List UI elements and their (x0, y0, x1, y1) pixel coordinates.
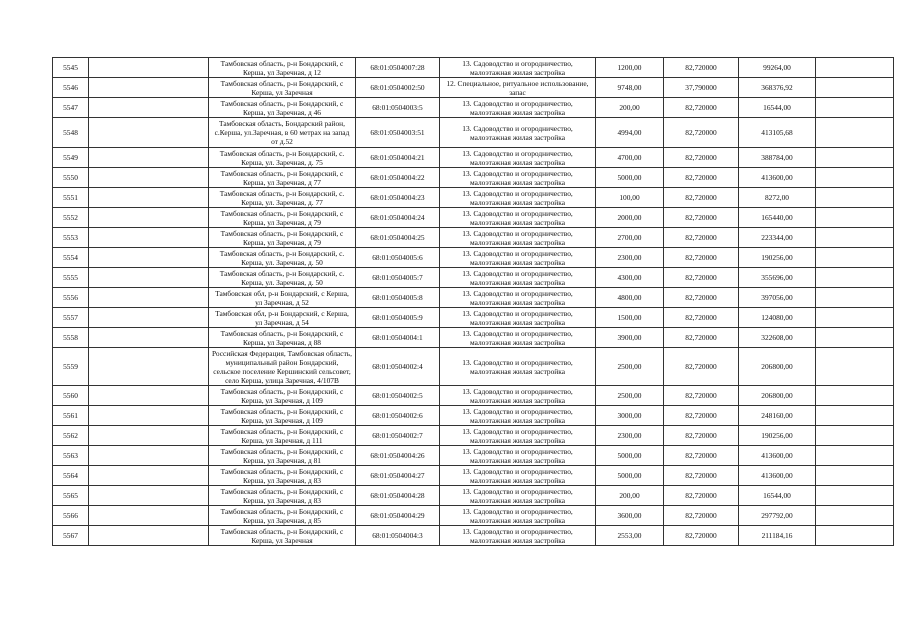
land-use-cell: 13. Садоводство и огородничество, малоэтажная жилая застройка (440, 118, 596, 148)
blank-cell (816, 98, 894, 118)
land-use-cell: 13. Садоводство и огородничество, малоэтажная жилая застройка (440, 328, 596, 348)
row-number: 5549 (53, 148, 89, 168)
row-number: 5546 (53, 78, 89, 98)
table-row (53, 406, 894, 426)
table-row (53, 288, 894, 308)
area-cell: 200,00 (596, 98, 664, 118)
row-number: 5564 (53, 466, 89, 486)
table-row (53, 148, 894, 168)
blank-cell (816, 486, 894, 506)
value-cell: 8272,00 (739, 188, 816, 208)
blank-cell (816, 386, 894, 406)
address-cell: Тамбовская область, р-н Бондарский, с Керша, ул Заречная, д 83 (209, 466, 356, 486)
address-cell: Тамбовская область, р-н Бондарский, с Керша, ул Заречная, д 109 (209, 386, 356, 406)
rate-cell: 82,720000 (664, 248, 739, 268)
cadastral-number-cell: 68:01:0504003:5 (356, 98, 440, 118)
land-use-cell: 13. Садоводство и огородничество, малоэтажная жилая застройка (440, 58, 596, 78)
address-cell: Тамбовская область, р-н Бондарский, с Керша, ул Заречная, д 12 (209, 58, 356, 78)
row-number: 5565 (53, 486, 89, 506)
blank-cell (89, 348, 209, 386)
table-row (53, 228, 894, 248)
blank-cell (89, 526, 209, 546)
rate-cell: 82,720000 (664, 228, 739, 248)
blank-cell (816, 526, 894, 546)
blank-cell (816, 118, 894, 148)
table-row (53, 118, 894, 148)
area-cell: 2500,00 (596, 386, 664, 406)
area-cell: 3900,00 (596, 328, 664, 348)
rate-cell: 82,720000 (664, 348, 739, 386)
blank-cell (89, 248, 209, 268)
land-use-cell: 13. Садоводство и огородничество, малоэтажная жилая застройка (440, 228, 596, 248)
cadastral-number-cell: 68:01:0504004:27 (356, 466, 440, 486)
value-cell: 413105,68 (739, 118, 816, 148)
blank-cell (89, 148, 209, 168)
cadastral-number-cell: 68:01:0504004:3 (356, 526, 440, 546)
area-cell: 3000,00 (596, 406, 664, 426)
table-row (53, 386, 894, 406)
land-use-cell: 13. Садоводство и огородничество, малоэтажная жилая застройка (440, 208, 596, 228)
land-use-cell: 13. Садоводство и огородничество, малоэтажная жилая застройка (440, 268, 596, 288)
address-cell: Тамбовская область, р-н Бондарский, с Керша, ул Заречная, д 81 (209, 446, 356, 466)
address-cell: Тамбовская область, р-н Бондарский, с Керша, ул Заречная, д 85 (209, 506, 356, 526)
area-cell: 5000,00 (596, 168, 664, 188)
address-cell: Тамбовская область, р-н Бондарский, с. Керша, ул. Заречная, д. 75 (209, 148, 356, 168)
blank-cell (816, 406, 894, 426)
blank-cell (816, 268, 894, 288)
address-cell: Тамбовская область, р-н Бондарский, с. Керша, ул. Заречная, д. 77 (209, 188, 356, 208)
value-cell: 190256,00 (739, 248, 816, 268)
row-number: 5560 (53, 386, 89, 406)
rate-cell: 82,720000 (664, 208, 739, 228)
blank-cell (89, 386, 209, 406)
cadastral-number-cell: 68:01:0504004:29 (356, 506, 440, 526)
table-row (53, 426, 894, 446)
land-use-cell: 13. Садоводство и огородничество, малоэтажная жилая застройка (440, 506, 596, 526)
rate-cell: 82,720000 (664, 406, 739, 426)
land-use-cell: 13. Садоводство и огородничество, малоэтажная жилая застройка (440, 446, 596, 466)
land-use-cell: 13. Садоводство и огородничество, малоэтажная жилая застройка (440, 386, 596, 406)
value-cell: 211184,16 (739, 526, 816, 546)
cadastral-number-cell: 68:01:0504005:7 (356, 268, 440, 288)
value-cell: 322608,00 (739, 328, 816, 348)
blank-cell (89, 288, 209, 308)
blank-cell (89, 118, 209, 148)
area-cell: 9748,00 (596, 78, 664, 98)
land-use-cell: 13. Садоводство и огородничество, малоэтажная жилая застройка (440, 406, 596, 426)
table-row (53, 506, 894, 526)
land-use-cell: 13. Садоводство и огородничество, малоэтажная жилая застройка (440, 486, 596, 506)
value-cell: 16544,00 (739, 486, 816, 506)
land-use-cell: 13. Садоводство и огородничество, малоэтажная жилая застройка (440, 466, 596, 486)
blank-cell (89, 228, 209, 248)
area-cell: 3600,00 (596, 506, 664, 526)
address-cell: Российская Федерация, Тамбовская область, муниципальный район Бондарский, сельское поселение Кершинский сельсовет, село Керша, улица Заречная, 4/107В (209, 348, 356, 386)
table-row (53, 168, 894, 188)
table-row (53, 348, 894, 386)
value-cell: 124080,00 (739, 308, 816, 328)
row-number: 5561 (53, 406, 89, 426)
blank-cell (89, 466, 209, 486)
row-number: 5558 (53, 328, 89, 348)
address-cell: Тамбовская область, р-н Бондарский, с Керша, ул Заречная, д 111 (209, 426, 356, 446)
row-number: 5559 (53, 348, 89, 386)
cadastral-number-cell: 68:01:0504007:28 (356, 58, 440, 78)
area-cell: 200,00 (596, 486, 664, 506)
value-cell: 206800,00 (739, 348, 816, 386)
blank-cell (816, 228, 894, 248)
rate-cell: 82,720000 (664, 506, 739, 526)
rate-cell: 82,720000 (664, 386, 739, 406)
address-cell: Тамбовская область, р-н Бондарский, с. Керша, ул. Заречная, д. 50 (209, 268, 356, 288)
blank-cell (816, 58, 894, 78)
blank-cell (816, 308, 894, 328)
row-number: 5557 (53, 308, 89, 328)
blank-cell (816, 188, 894, 208)
cadastral-number-cell: 68:01:0504002:7 (356, 426, 440, 446)
rate-cell: 82,720000 (664, 148, 739, 168)
rate-cell: 82,720000 (664, 328, 739, 348)
address-cell: Тамбовская область, р-н Бондарский, с Керша, ул Заречная, д 46 (209, 98, 356, 118)
blank-cell (816, 446, 894, 466)
blank-cell (89, 446, 209, 466)
blank-cell (816, 208, 894, 228)
value-cell: 248160,00 (739, 406, 816, 426)
land-use-cell: 13. Садоводство и огородничество, малоэтажная жилая застройка (440, 188, 596, 208)
row-number: 5550 (53, 168, 89, 188)
cadastral-number-cell: 68:01:0504002:50 (356, 78, 440, 98)
land-use-cell: 13. Садоводство и огородничество, малоэтажная жилая застройка (440, 148, 596, 168)
table-row (53, 446, 894, 466)
rate-cell: 82,720000 (664, 426, 739, 446)
cadastral-number-cell: 68:01:0504004:1 (356, 328, 440, 348)
cadastral-number-cell: 68:01:0504002:4 (356, 348, 440, 386)
blank-cell (89, 208, 209, 228)
address-cell: Тамбовская обл, р-н Бондарский, с Керша, ул Заречная, д 52 (209, 288, 356, 308)
cadastral-number-cell: 68:01:0504005:9 (356, 308, 440, 328)
rate-cell: 82,720000 (664, 308, 739, 328)
area-cell: 4700,00 (596, 148, 664, 168)
land-use-cell: 12. Специальное, ритуальное использование, запас (440, 78, 596, 98)
blank-cell (89, 58, 209, 78)
area-cell: 2000,00 (596, 208, 664, 228)
table-row (53, 188, 894, 208)
table-row (53, 78, 894, 98)
value-cell: 388784,00 (739, 148, 816, 168)
area-cell: 100,00 (596, 188, 664, 208)
land-valuation-table (52, 57, 894, 546)
rate-cell: 82,720000 (664, 98, 739, 118)
row-number: 5563 (53, 446, 89, 466)
area-cell: 4300,00 (596, 268, 664, 288)
blank-cell (89, 506, 209, 526)
row-number: 5566 (53, 506, 89, 526)
rate-cell: 82,720000 (664, 268, 739, 288)
rate-cell: 82,720000 (664, 188, 739, 208)
cadastral-number-cell: 68:01:0504005:8 (356, 288, 440, 308)
rate-cell: 37,790000 (664, 78, 739, 98)
land-use-cell: 13. Садоводство и огородничество, малоэтажная жилая застройка (440, 248, 596, 268)
blank-cell (89, 426, 209, 446)
cadastral-number-cell: 68:01:0504004:21 (356, 148, 440, 168)
blank-cell (816, 348, 894, 386)
land-use-cell: 13. Садоводство и огородничество, малоэтажная жилая застройка (440, 308, 596, 328)
area-cell: 4800,00 (596, 288, 664, 308)
cadastral-number-cell: 68:01:0504004:25 (356, 228, 440, 248)
blank-cell (89, 406, 209, 426)
value-cell: 206800,00 (739, 386, 816, 406)
row-number: 5547 (53, 98, 89, 118)
cadastral-number-cell: 68:01:0504004:23 (356, 188, 440, 208)
blank-cell (816, 426, 894, 446)
area-cell: 2300,00 (596, 248, 664, 268)
row-number: 5556 (53, 288, 89, 308)
cadastral-number-cell: 68:01:0504004:28 (356, 486, 440, 506)
value-cell: 16544,00 (739, 98, 816, 118)
address-cell: Тамбовская область, р-н Бондарский, с. Керша, ул. Заречная, д. 50 (209, 248, 356, 268)
land-use-cell: 13. Садоводство и огородничество, малоэтажная жилая застройка (440, 168, 596, 188)
value-cell: 297792,00 (739, 506, 816, 526)
table-row (53, 248, 894, 268)
rate-cell: 82,720000 (664, 526, 739, 546)
blank-cell (89, 308, 209, 328)
blank-cell (89, 98, 209, 118)
area-cell: 2700,00 (596, 228, 664, 248)
table-row (53, 486, 894, 506)
address-cell: Тамбовская область, р-н Бондарский, с Керша, ул Заречная, д 79 (209, 208, 356, 228)
blank-cell (89, 188, 209, 208)
value-cell: 397056,00 (739, 288, 816, 308)
blank-cell (816, 148, 894, 168)
rate-cell: 82,720000 (664, 288, 739, 308)
table-row (53, 208, 894, 228)
row-number: 5545 (53, 58, 89, 78)
address-cell: Тамбовская обл, р-н Бондарский, с Керша, ул Заречная, д 54 (209, 308, 356, 328)
blank-cell (816, 328, 894, 348)
blank-cell (816, 168, 894, 188)
area-cell: 5000,00 (596, 446, 664, 466)
land-use-cell: 13. Садоводство и огородничество, малоэтажная жилая застройка (440, 348, 596, 386)
blank-cell (89, 328, 209, 348)
rate-cell: 82,720000 (664, 168, 739, 188)
address-cell: Тамбовская область, р-н Бондарский, с Керша, ул Заречная (209, 78, 356, 98)
blank-cell (816, 506, 894, 526)
value-cell: 190256,00 (739, 426, 816, 446)
area-cell: 2500,00 (596, 348, 664, 386)
rate-cell: 82,720000 (664, 486, 739, 506)
address-cell: Тамбовская область, Бондарский район, с.Керша, ул.Заречная, в 60 метрах на запад от д.52 (209, 118, 356, 148)
rate-cell: 82,720000 (664, 466, 739, 486)
row-number: 5562 (53, 426, 89, 446)
blank-cell (89, 168, 209, 188)
cadastral-number-cell: 68:01:0504004:22 (356, 168, 440, 188)
area-cell: 2300,00 (596, 426, 664, 446)
area-cell: 5000,00 (596, 466, 664, 486)
cadastral-number-cell: 68:01:0504002:6 (356, 406, 440, 426)
value-cell: 355696,00 (739, 268, 816, 288)
value-cell: 413600,00 (739, 466, 816, 486)
table-row (53, 466, 894, 486)
blank-cell (816, 78, 894, 98)
table-row (53, 268, 894, 288)
value-cell: 223344,00 (739, 228, 816, 248)
row-number: 5554 (53, 248, 89, 268)
area-cell: 4994,00 (596, 118, 664, 148)
blank-cell (816, 288, 894, 308)
table-row (53, 526, 894, 546)
table-row (53, 308, 894, 328)
cadastral-number-cell: 68:01:0504004:24 (356, 208, 440, 228)
land-use-cell: 13. Садоводство и огородничество, малоэтажная жилая застройка (440, 526, 596, 546)
rate-cell: 82,720000 (664, 58, 739, 78)
land-use-cell: 13. Садоводство и огородничество, малоэтажная жилая застройка (440, 426, 596, 446)
land-use-cell: 13. Садоводство и огородничество, малоэтажная жилая застройка (440, 98, 596, 118)
cadastral-number-cell: 68:01:0504002:5 (356, 386, 440, 406)
value-cell: 413600,00 (739, 446, 816, 466)
address-cell: Тамбовская область, р-н Бондарский, с Керша, ул Заречная, д 79 (209, 228, 356, 248)
address-cell: Тамбовская область, р-н Бондарский, с Керша, ул Заречная, д 88 (209, 328, 356, 348)
table-row (53, 58, 894, 78)
row-number: 5552 (53, 208, 89, 228)
value-cell: 99264,00 (739, 58, 816, 78)
cadastral-number-cell: 68:01:0504003:51 (356, 118, 440, 148)
address-cell: Тамбовская область, р-н Бондарский, с Керша, ул Заречная (209, 526, 356, 546)
value-cell: 368376,92 (739, 78, 816, 98)
row-number: 5551 (53, 188, 89, 208)
area-cell: 1500,00 (596, 308, 664, 328)
address-cell: Тамбовская область, р-н Бондарский, с Керша, ул Заречная, д 77 (209, 168, 356, 188)
cadastral-number-cell: 68:01:0504005:6 (356, 248, 440, 268)
value-cell: 165440,00 (739, 208, 816, 228)
table-row (53, 328, 894, 348)
blank-cell (816, 466, 894, 486)
blank-cell (89, 78, 209, 98)
address-cell: Тамбовская область, р-н Бондарский, с Керша, ул Заречная, д 83 (209, 486, 356, 506)
area-cell: 1200,00 (596, 58, 664, 78)
area-cell: 2553,00 (596, 526, 664, 546)
value-cell: 413600,00 (739, 168, 816, 188)
row-number: 5553 (53, 228, 89, 248)
cadastral-number-cell: 68:01:0504004:26 (356, 446, 440, 466)
rate-cell: 82,720000 (664, 446, 739, 466)
blank-cell (89, 268, 209, 288)
land-use-cell: 13. Садоводство и огородничество, малоэтажная жилая застройка (440, 288, 596, 308)
table-row (53, 98, 894, 118)
row-number: 5567 (53, 526, 89, 546)
blank-cell (89, 486, 209, 506)
blank-cell (816, 248, 894, 268)
row-number: 5548 (53, 118, 89, 148)
row-number: 5555 (53, 268, 89, 288)
address-cell: Тамбовская область, р-н Бондарский, с Керша, ул Заречная, д 109 (209, 406, 356, 426)
rate-cell: 82,720000 (664, 118, 739, 148)
